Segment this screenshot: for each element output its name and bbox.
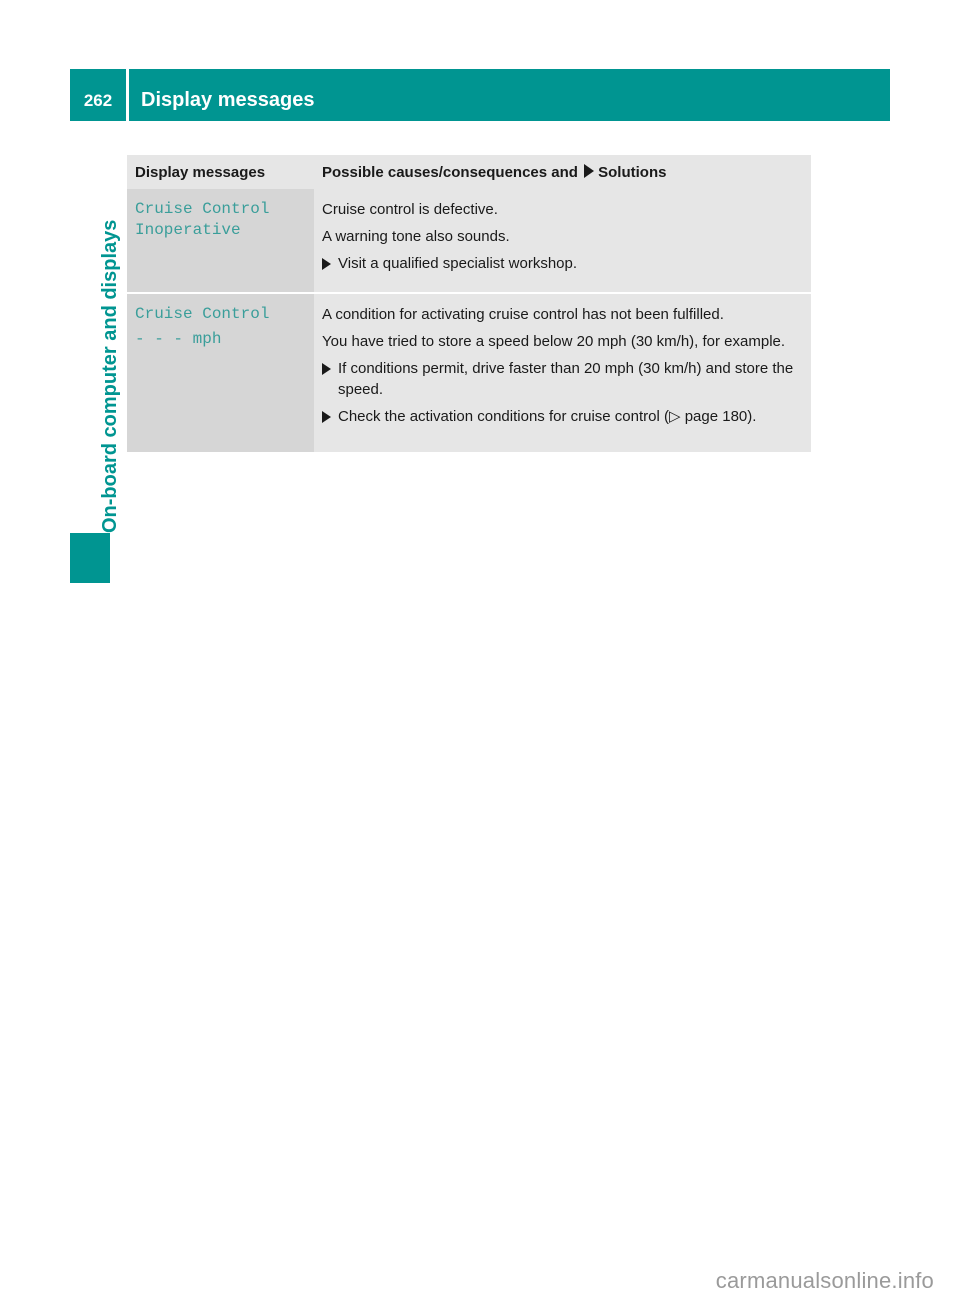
solution-cell [314,293,811,452]
cause-text: A warning tone also sounds. [322,228,510,245]
display-message-line: Inoperative [135,221,241,239]
column-header-solutions-text: Solutions [598,163,667,181]
solution-step-text: Check the activation conditions for cruise control (▷ page 180). [338,408,757,425]
display-message-line: Cruise Control [135,200,270,218]
display-message-line: - - - mph [135,330,222,348]
column-header-messages: Display messages [127,155,314,189]
solution-cell [314,189,811,293]
solution-step-text: Visit a qualified specialist workshop. [338,255,578,272]
display-message-cell [127,293,314,452]
solution-step [322,358,803,400]
watermark: carmanualsonline.info [715,1268,934,1293]
column-header-solutions [314,155,811,189]
section-title: Display messages [141,89,315,111]
step-arrow-icon [322,258,331,270]
display-messages-table [127,155,811,452]
cause-text: A condition for activating cruise control has not been fulfilled. [322,306,724,323]
table-row [127,189,811,293]
solution-arrow-icon [584,164,594,178]
cause-text: You have tried to store a speed below 20 mph (30 km/h), for example. [322,333,786,350]
table-row [127,293,811,452]
step-arrow-icon [322,411,331,423]
page-number: 262 [83,91,113,110]
step-arrow-icon [322,363,331,375]
display-message-line: Cruise Control [135,305,270,323]
solution-step [322,406,803,427]
column-header-causes-text: Possible causes/consequences and [322,163,578,181]
cause-text: Cruise control is defective. [322,201,498,218]
solution-step-text: If conditions permit, drive faster than 20 mph (30 km/h) and store the speed. [338,360,794,398]
side-tab-marker [70,533,110,583]
table-header-row [127,155,811,189]
header-divider [126,69,129,121]
side-tab-label: On-board computer and displays [99,219,121,533]
side-tab [70,128,121,533]
solution-step [322,253,803,274]
display-message-cell [127,189,314,293]
